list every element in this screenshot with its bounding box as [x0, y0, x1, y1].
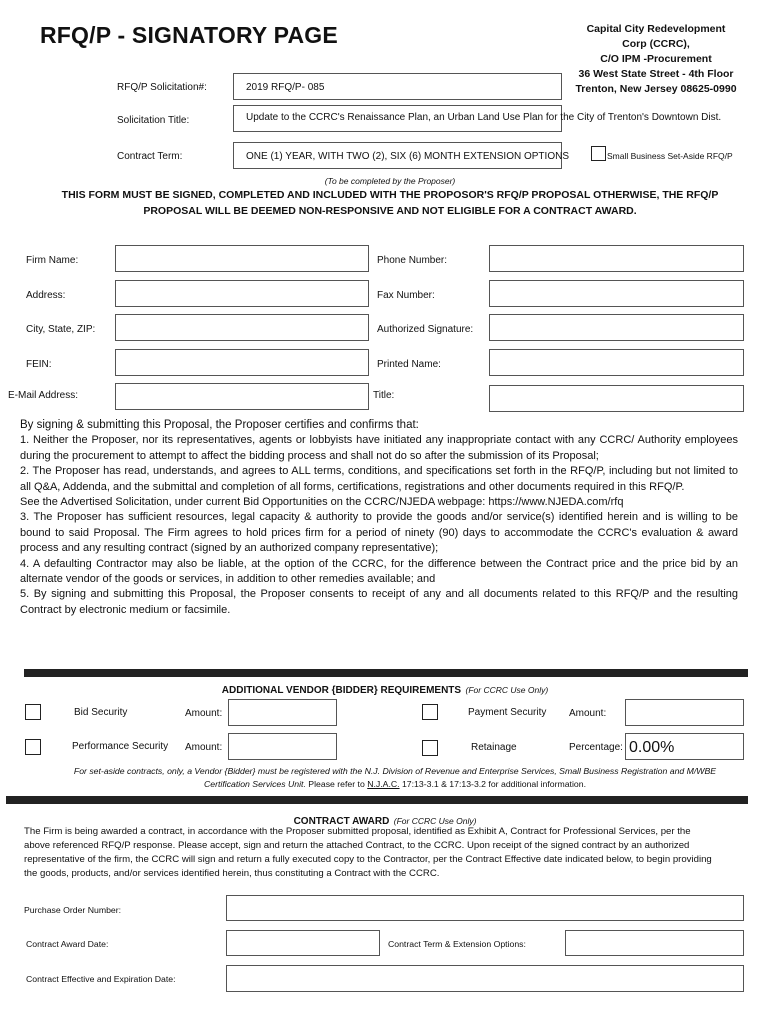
- certification-item-5: 5. By signing and submitting this Proposal, the Proposer consents to receipt of any and all documents related to this RFQ/P and the resulting Contract by electronic medium or facsimile.: [20, 588, 738, 616]
- email-label: E-Mail Address:: [8, 390, 79, 401]
- contract-term-value: ONE (1) YEAR, WITH TWO (2), SIX (6) MONTH EXTENSION OPTIONS: [246, 151, 569, 162]
- performance-security-checkbox[interactable]: [25, 739, 41, 755]
- bid-security-label: Bid Security: [74, 707, 128, 718]
- vendor-requirements-heading: [150, 680, 620, 698]
- address-line: Capital City Redevelopment: [586, 23, 726, 35]
- warning-text: THIS FORM MUST BE SIGNED, COMPLETED AND INCLUDED WITH THE PROPOSOR'S RFQ/P PROPOSAL OTHERWISE, THE RFQ/P PROPOSAL WILL BE DEEMED NON-RESPONSIVE AND NOT ELIGIBLE FOR A CONTRACT AWARD.: [61, 189, 719, 217]
- contract-term-field[interactable]: [233, 142, 569, 169]
- performance-security-label: Performance Security: [72, 741, 169, 752]
- email-input[interactable]: [115, 383, 369, 410]
- phone-input[interactable]: [489, 245, 744, 272]
- address-line: 36 West State Street - 4th Floor: [578, 68, 734, 80]
- solicitation-title-label: Solicitation Title:: [117, 115, 190, 126]
- printed-name-input[interactable]: [489, 349, 744, 376]
- solicitation-number-label: RFQ/P Solicitation#:: [117, 82, 207, 93]
- vendor-heading-text: ADDITIONAL VENDOR {BIDDER} REQUIREMENTS: [221, 685, 462, 696]
- bid-security-checkbox[interactable]: [25, 704, 41, 720]
- award-heading-note: (For CCRC Use Only): [393, 816, 477, 826]
- set-aside-label: Small Business Set-Aside RFQ/P: [607, 151, 733, 161]
- po-number-label: Purchase Order Number:: [24, 905, 122, 915]
- address-label: Address:: [26, 290, 66, 301]
- section-divider: [6, 796, 748, 804]
- phone-label: Phone Number:: [377, 255, 448, 266]
- bid-security-amount-label: Amount:: [185, 708, 223, 719]
- fax-label: Fax Number:: [377, 290, 435, 301]
- note-text: For set-aside contracts, only, a Vendor {Bidder} must be registered with the N.J. Division of Revenue and Enterprise Services, Small Business Registration and M/WBE Certification Services Unit.: [73, 766, 717, 789]
- certification-item-1: 1. Neither the Proposer, nor its representatives, agents or lobbyists have initiated any inappropriate contact with any CCRC/ Authority employees during the procurement to attempt to affect the bidding process and shall not do so after the submission of its Proposal;: [20, 434, 738, 462]
- retainage-label: Retainage: [471, 742, 517, 753]
- completed-by-note: (To be completed by the Proposer): [324, 176, 456, 186]
- agency-address: [566, 22, 746, 97]
- performance-security-amount-input[interactable]: [228, 733, 337, 760]
- payment-security-amount-input[interactable]: [625, 699, 744, 726]
- effective-dates-input[interactable]: [226, 965, 744, 992]
- certification-item-2-link: See the Advertised Solicitation, under current Bid Opportunities on the CCRC/NJEDA webpage: https://www.NJEDA.com/rfq: [20, 496, 624, 509]
- certification-text: [20, 418, 738, 618]
- solicitation-title-value: Update to the CCRC's Renaissance Plan, an Urban Land Use Plan for the City of Trenton's Downtown Dist.: [246, 112, 722, 123]
- address-line: Corp (CCRC),: [622, 38, 690, 50]
- set-aside-checkbox[interactable]: [591, 146, 606, 161]
- fax-input[interactable]: [489, 280, 744, 307]
- certification-intro: By signing & submitting this Proposal, the Proposer certifies and confirms that:: [20, 419, 419, 431]
- certification-item-4: 4. A defaulting Contractor may also be liable, at the option of the CCRC, for the difference between the Contract price and the price bid by an alternate vendor of the goods or services, in addition to other remedies available; and: [20, 557, 738, 586]
- note-text-2: Please refer to: [305, 779, 368, 789]
- printed-name-label: Printed Name:: [377, 359, 441, 370]
- retainage-percentage-value: 0.00%: [629, 739, 675, 756]
- signature-label: Authorized Signature:: [377, 324, 474, 335]
- payment-security-label: Payment Security: [468, 707, 547, 718]
- payment-security-amount-label: Amount:: [569, 708, 607, 719]
- award-heading-text: CONTRACT AWARD: [293, 816, 390, 827]
- njac-link[interactable]: N.J.A.C.: [367, 779, 400, 789]
- term-options-label: Contract Term & Extension Options:: [388, 939, 526, 949]
- address-input[interactable]: [115, 280, 369, 307]
- po-number-input[interactable]: [226, 895, 744, 921]
- signature-input[interactable]: [489, 314, 744, 341]
- address-line: C/O IPM -Procurement: [600, 53, 712, 65]
- certification-item-3: 3. The Proposer has sufficient resources, legal capacity & authority to provide the goods and/or service(s) identified herein and is willing to be bound to said Proposal. The Firm agrees to hold prices firm for a period of ninety (90) days to accommodate the CCRC's evaluation & award process and any resulting contract (signed by an authorized company representative);: [20, 511, 738, 555]
- section-divider: [24, 669, 748, 677]
- fein-label: FEIN:: [26, 359, 52, 370]
- bid-security-amount-input[interactable]: [228, 699, 337, 726]
- term-options-input[interactable]: [565, 930, 744, 956]
- certification-item-2: 2. The Proposer has read, understands, and agrees to ALL terms, conditions, and specifications set forth in the RFQ/P, including but not limited to all Q&A, Addenda, and the submittal and completion of all forms, certifications, registrations and other documents required in this RFQ/P.: [20, 465, 738, 493]
- retainage-percentage-label: Percentage:: [569, 742, 623, 753]
- vendor-heading-note: (For CCRC Use Only): [465, 685, 549, 695]
- title-label: Title:: [373, 390, 395, 401]
- solicitation-title-field[interactable]: [233, 105, 722, 132]
- firm-name-input[interactable]: [115, 245, 369, 272]
- award-date-input[interactable]: [226, 930, 380, 956]
- city-state-zip-input[interactable]: [115, 314, 369, 341]
- effective-dates-label: Contract Effective and Expiration Date:: [26, 974, 176, 984]
- city-state-zip-label: City, State, ZIP:: [26, 324, 96, 335]
- contract-award-text: [24, 825, 714, 881]
- retainage-checkbox[interactable]: [422, 740, 438, 756]
- solicitation-number-value: 2019 RFQ/P- 085: [246, 82, 325, 93]
- page-title: RFQ/P - SIGNATORY PAGE: [40, 22, 338, 48]
- note-text-3: 17:13-3.1 & 17:13-3.2 for additional information.: [399, 779, 586, 789]
- firm-name-label: Firm Name:: [26, 255, 79, 266]
- solicitation-number-field[interactable]: [233, 73, 562, 100]
- fein-input[interactable]: [115, 349, 369, 376]
- payment-security-checkbox[interactable]: [422, 704, 438, 720]
- award-paragraph: The Firm is being awarded a contract, in accordance with the Proposer submitted proposal, identified as Exhibit A, Contract for Professional Services, per the above referenced RFQ/P response. Please accept, sign and return the attached Contract, to the CCRC. Upon receipt of the signed contract by an authorized representative of the firm, the CCRC will sign and return a fully executed copy to the Contractor, per the Contract Effective date indicated below, to begin providing the goods, products, and/or services identified herein, thus constituting a Contract with the CCRC.: [24, 826, 712, 879]
- contract-term-label: Contract Term:: [117, 151, 183, 162]
- retainage-percentage-input[interactable]: [625, 733, 744, 760]
- performance-security-amount-label: Amount:: [185, 742, 223, 753]
- award-date-label: Contract Award Date:: [26, 939, 109, 949]
- address-line: Trenton, New Jersey 08625-0990: [575, 83, 737, 95]
- title-input[interactable]: [489, 385, 744, 412]
- set-aside-registration-note: [50, 765, 740, 791]
